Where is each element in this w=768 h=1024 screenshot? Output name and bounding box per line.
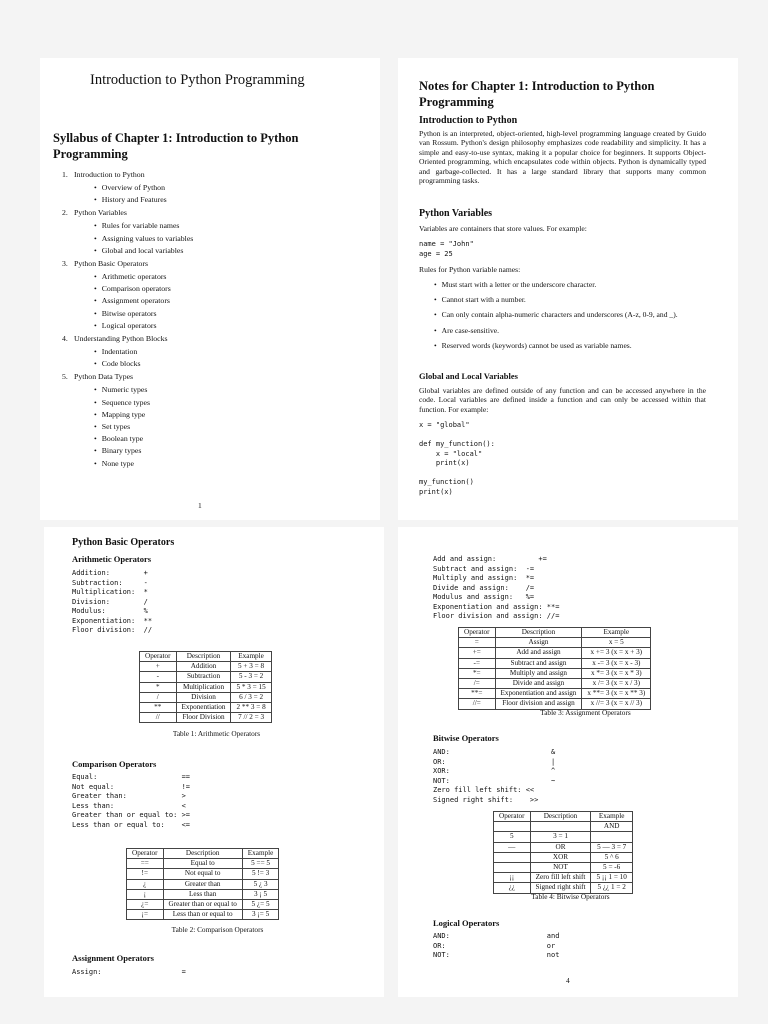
table-cell: 5 ¿= 5 xyxy=(242,900,279,910)
syllabus-item xyxy=(62,208,362,255)
assignment-heading: Assignment Operators xyxy=(72,953,154,963)
table-cell: Not equal to xyxy=(163,869,242,879)
table-cell: 5 + 3 = 8 xyxy=(231,662,271,672)
syllabus-sublist xyxy=(94,347,362,368)
global-local-text: Global variables are defined outside of any function and can be accessed anywhere in the code. Local variables are defined inside a function and can only be accessed within that function. For example: xyxy=(419,386,706,414)
table-cell: -= xyxy=(459,658,496,668)
page-3 xyxy=(44,527,384,997)
variables-heading: Python Variables xyxy=(419,208,493,219)
table-cell: // xyxy=(140,713,177,723)
table-row xyxy=(494,842,633,852)
table-header-cell: Description xyxy=(495,628,582,638)
syllabus-subitem: • Logical operators xyxy=(94,321,362,330)
table-cell: 5 ¿¿ 1 = 2 xyxy=(591,883,632,893)
table-cell: 5 ¡¡ 1 = 10 xyxy=(591,873,632,883)
table-row xyxy=(459,679,651,689)
page-2 xyxy=(398,58,738,520)
table-cell xyxy=(494,852,531,862)
table-row xyxy=(459,638,651,648)
syllabus-sublist xyxy=(94,183,362,204)
page-4 xyxy=(398,527,738,997)
table-header-cell: Operator xyxy=(127,849,164,859)
table-row xyxy=(140,703,272,713)
table-row xyxy=(459,658,651,668)
table-cell xyxy=(494,822,531,832)
syllabus-item-label: Python Variables xyxy=(74,208,127,218)
table-cell: 3 = 1 xyxy=(530,832,591,842)
syllabus-item xyxy=(62,334,362,368)
table-cell: - xyxy=(140,672,177,682)
comparison-code: Equal: == Not equal: != Greater than: > Less than: < Greater than or equal to: >= Less than or equal to: <= xyxy=(72,773,191,829)
syllabus-item-number: 2. xyxy=(62,208,68,218)
arithmetic-caption: Table 1: Arithmetic Operators xyxy=(172,729,261,738)
bitwise-caption: Table 4: Bitwise Operators xyxy=(531,892,610,901)
document-title: Introduction to Python Programming xyxy=(90,72,305,88)
table-header-row xyxy=(494,822,633,832)
table-cell: /= xyxy=(459,679,496,689)
bitwise-table xyxy=(493,811,633,894)
bitwise-heading: Bitwise Operators xyxy=(433,733,499,743)
table-header-cell: Description xyxy=(530,812,591,822)
operators-heading: Python Basic Operators xyxy=(72,537,175,548)
assignment-code-start: Assign: = xyxy=(72,968,186,976)
table-cell xyxy=(591,832,632,842)
table-cell: Multiply and assign xyxy=(495,668,582,678)
rules-list xyxy=(434,280,724,356)
table-row xyxy=(494,832,633,842)
syllabus-sublist xyxy=(94,221,362,255)
table-cell: != xyxy=(127,869,164,879)
table-cell: 5 != 3 xyxy=(242,869,279,879)
table-cell: x /= 3 (x = x / 3) xyxy=(582,679,651,689)
table-cell: ** xyxy=(140,703,177,713)
table-cell: — xyxy=(494,842,531,852)
table-header-cell: Description xyxy=(163,849,242,859)
table-cell: Addition xyxy=(176,662,231,672)
table-row xyxy=(140,713,272,723)
table-cell: += xyxy=(459,648,496,658)
table-cell: Floor Division xyxy=(176,713,231,723)
table-cell: XOR xyxy=(530,852,591,862)
logical-heading: Logical Operators xyxy=(433,918,500,928)
table-cell: 5 * 3 = 15 xyxy=(231,682,271,692)
table-cell: NOT xyxy=(530,863,591,873)
syllabus-item-number: 1. xyxy=(62,170,68,179)
table-cell: ¡¡ xyxy=(494,873,531,883)
table-cell: Greater than xyxy=(163,879,242,889)
table-cell: Assign xyxy=(495,638,582,648)
table-cell: Less than or equal to xyxy=(163,910,242,920)
table-cell: 5 ¿ 3 xyxy=(242,879,279,889)
table-cell: / xyxy=(140,692,177,702)
table-cell: Equal to xyxy=(163,859,242,869)
table-row xyxy=(494,863,633,873)
table-cell: 3 ¡= 5 xyxy=(242,910,279,920)
table-cell: Floor division and assign xyxy=(495,699,582,709)
table-cell: Division xyxy=(176,692,231,702)
table-header-cell: Operator xyxy=(494,812,531,822)
syllabus-subitem: • None type xyxy=(94,459,362,468)
table-row xyxy=(127,910,279,920)
table-cell: ¿ xyxy=(127,879,164,889)
syllabus-subitem: • Sequence types xyxy=(94,398,362,407)
table-row xyxy=(459,668,651,678)
syllabus-item-label: Python Basic Operators xyxy=(74,259,149,269)
table-cell: 2 ** 3 = 8 xyxy=(231,703,271,713)
table-cell: //= xyxy=(459,699,496,709)
table-row xyxy=(459,689,651,699)
table-row xyxy=(127,879,279,889)
table-row xyxy=(140,692,272,702)
table-header-cell: Description xyxy=(176,652,231,662)
table-cell: Exponentiation xyxy=(176,703,231,713)
logical-code: AND: and OR: or NOT: not xyxy=(433,932,560,959)
table-header-cell: Example xyxy=(231,652,271,662)
syllabus-list xyxy=(62,170,362,472)
table-cell: Multiplication xyxy=(176,682,231,692)
assignment-code-continued: Add and assign: += Subtract and assign: -= Multiply and assign: *= Divide and assign: /= Modulus and assign: %= Exponentiation and assign: **= Floor division and assign: //= xyxy=(433,555,560,620)
table-cell: 6 / 3 = 2 xyxy=(231,692,271,702)
table-header-row xyxy=(494,812,633,822)
table-cell xyxy=(494,863,531,873)
bitwise-code: AND: & OR: | XOR: ^ NOT: ~ Zero fill left shift: << Signed right shift: >> xyxy=(433,748,556,804)
page-1 xyxy=(40,58,380,520)
page-number: 1 xyxy=(198,501,202,510)
table-cell: Divide and assign xyxy=(495,679,582,689)
arithmetic-code: Addition: + Subtraction: - Multiplication: * Division: / Modulus: % Exponentiation: ** Floor division: // xyxy=(72,569,153,634)
syllabus-subitem: • Assigning values to variables xyxy=(94,234,362,243)
table-cell: Less than xyxy=(163,889,242,899)
table-cell: x *= 3 (x = x * 3) xyxy=(582,668,651,678)
syllabus-item xyxy=(62,259,362,330)
table-cell: ¿= xyxy=(127,900,164,910)
rule-item: • Are case-sensitive. xyxy=(434,326,724,335)
table-cell: 5 == 5 xyxy=(242,859,279,869)
rule-item: • Must start with a letter or the underscore character. xyxy=(434,280,724,289)
arithmetic-heading: Arithmetic Operators xyxy=(72,554,152,564)
syllabus-subitem: • Arithmetic operators xyxy=(94,272,362,281)
table-header-row xyxy=(140,652,272,662)
table-row xyxy=(127,900,279,910)
table-cell: 7 // 2 = 3 xyxy=(231,713,271,723)
syllabus-item-label: Python Data Types xyxy=(74,372,134,382)
table-cell: 3 ¡ 5 xyxy=(242,889,279,899)
syllabus-subitem: • Rules for variable names xyxy=(94,221,362,230)
syllabus-item-number: 4. xyxy=(62,334,68,344)
table-cell: ¡ xyxy=(127,889,164,899)
table-cell: 5 xyxy=(494,832,531,842)
syllabus-subitem: • Global and local variables xyxy=(94,246,362,255)
table-row xyxy=(140,682,272,692)
syllabus-subitem: • Overview of Python xyxy=(94,183,362,192)
comparison-table xyxy=(126,848,279,920)
table-header-extra: AND xyxy=(591,822,632,832)
syllabus-sublist xyxy=(94,272,362,330)
syllabus-subitem: • Indentation xyxy=(94,347,362,356)
table-row xyxy=(140,672,272,682)
table-cell: **= xyxy=(459,689,496,699)
syllabus-subitem: • Assignment operators xyxy=(94,296,362,305)
table-cell: x -= 3 (x = x - 3) xyxy=(582,658,651,668)
syllabus-item xyxy=(62,372,362,467)
table-cell: Greater than or equal to xyxy=(163,900,242,910)
syllabus-subitem: • Bitwise operators xyxy=(94,309,362,318)
table-cell: Add and assign xyxy=(495,648,582,658)
table-cell: x = 5 xyxy=(582,638,651,648)
table-header-cell: Example xyxy=(242,849,279,859)
table-cell xyxy=(530,822,591,832)
table-cell: Exponentiation and assign xyxy=(495,689,582,699)
syllabus-sublist xyxy=(94,385,362,467)
table-cell: Signed right shift xyxy=(530,883,591,893)
intro-heading: Introduction to Python xyxy=(419,115,518,126)
table-header-cell: Example xyxy=(591,812,632,822)
global-local-heading: Global and Local Variables xyxy=(419,371,518,381)
syllabus-subitem: • Binary types xyxy=(94,446,362,455)
table-header-row xyxy=(127,849,279,859)
table-cell: x //= 3 (x = x // 3) xyxy=(582,699,651,709)
table-row xyxy=(494,852,633,862)
table-cell: x **= 3 (x = x ** 3) xyxy=(582,689,651,699)
syllabus-heading: Syllabus of Chapter 1: Introduction to Python Programming xyxy=(53,131,299,161)
syllabus-item-number: 3. xyxy=(62,259,68,269)
global-local-code: x = "global" def my_function(): x = "local" print(x) my_function() print(x) xyxy=(419,421,495,496)
table-cell: ¡= xyxy=(127,910,164,920)
table-row xyxy=(140,662,272,672)
rule-item: • Cannot start with a number. xyxy=(434,295,724,304)
intro-paragraph: Python is an interpreted, object-oriented, high-level programming language created by Guido van Rossum. Python's design philosophy emphasizes code readability and simplicity. It has a simple and easy-to-use syntax, making it a popular choice for beginners. It supports Object-Oriented programming, which encapsulates code within objects. Python is dynamically typed and garbage-collected. It has a large standard library that supports many common programming tasks. xyxy=(419,129,706,186)
syllabus-item xyxy=(62,170,362,204)
page-number: 4 xyxy=(566,976,570,985)
table-cell: x += 3 (x = x + 3) xyxy=(582,648,651,658)
syllabus-item-number: 5. xyxy=(62,372,68,382)
table-cell: OR xyxy=(530,842,591,852)
table-cell: + xyxy=(140,662,177,672)
table-cell: 5 — 3 = 7 xyxy=(591,842,632,852)
table-header-cell: Example xyxy=(582,628,651,638)
table-cell: ¿¿ xyxy=(494,883,531,893)
table-cell: 5 ^ 6 xyxy=(591,852,632,862)
table-cell: 5 - 3 = 2 xyxy=(231,672,271,682)
syllabus-item-label: Understanding Python Blocks xyxy=(74,334,168,344)
table-cell: *= xyxy=(459,668,496,678)
table-row xyxy=(127,869,279,879)
table-cell: Subtraction xyxy=(176,672,231,682)
table-row xyxy=(127,859,279,869)
table-cell: == xyxy=(127,859,164,869)
syllabus-subitem: • Code blocks xyxy=(94,359,362,368)
syllabus-subitem: • Numeric types xyxy=(94,385,362,394)
table-cell: 5 = -6 xyxy=(591,863,632,873)
syllabus-subitem: • Comparison operators xyxy=(94,284,362,293)
rules-text: Rules for Python variable names: xyxy=(419,265,521,274)
comparison-heading: Comparison Operators xyxy=(72,759,157,769)
variables-text: Variables are containers that store values. For example: xyxy=(419,224,587,233)
table-cell: * xyxy=(140,682,177,692)
rule-item: • Reserved words (keywords) cannot be used as variable names. xyxy=(434,341,724,350)
arithmetic-table xyxy=(139,651,272,723)
syllabus-subitem: • Mapping type xyxy=(94,410,362,419)
rule-item: • Can only contain alpha-numeric characters and underscores (A-z, 0-9, and _). xyxy=(434,310,724,319)
table-row xyxy=(127,889,279,899)
assignment-table xyxy=(458,627,651,710)
table-header-cell: Operator xyxy=(459,628,496,638)
table-row xyxy=(494,873,633,883)
comparison-caption: Table 2: Comparison Operators xyxy=(171,925,264,934)
variables-code: name = "John" age = 25 xyxy=(419,240,474,258)
syllabus-subitem: • Set types xyxy=(94,422,362,431)
table-header-row xyxy=(459,628,651,638)
table-cell: Subtract and assign xyxy=(495,658,582,668)
syllabus-subitem: • History and Features xyxy=(94,195,362,204)
notes-heading: Notes for Chapter 1: Introduction to Python Programming xyxy=(419,79,655,109)
table-cell: Zero fill left shift xyxy=(530,873,591,883)
table-cell: = xyxy=(459,638,496,648)
syllabus-subitem: • Boolean type xyxy=(94,434,362,443)
assignment-caption: Table 3: Assignment Operators xyxy=(540,708,631,717)
syllabus-item-label: Introduction to Python xyxy=(74,170,145,179)
table-header-cell: Operator xyxy=(140,652,177,662)
table-row xyxy=(459,648,651,658)
